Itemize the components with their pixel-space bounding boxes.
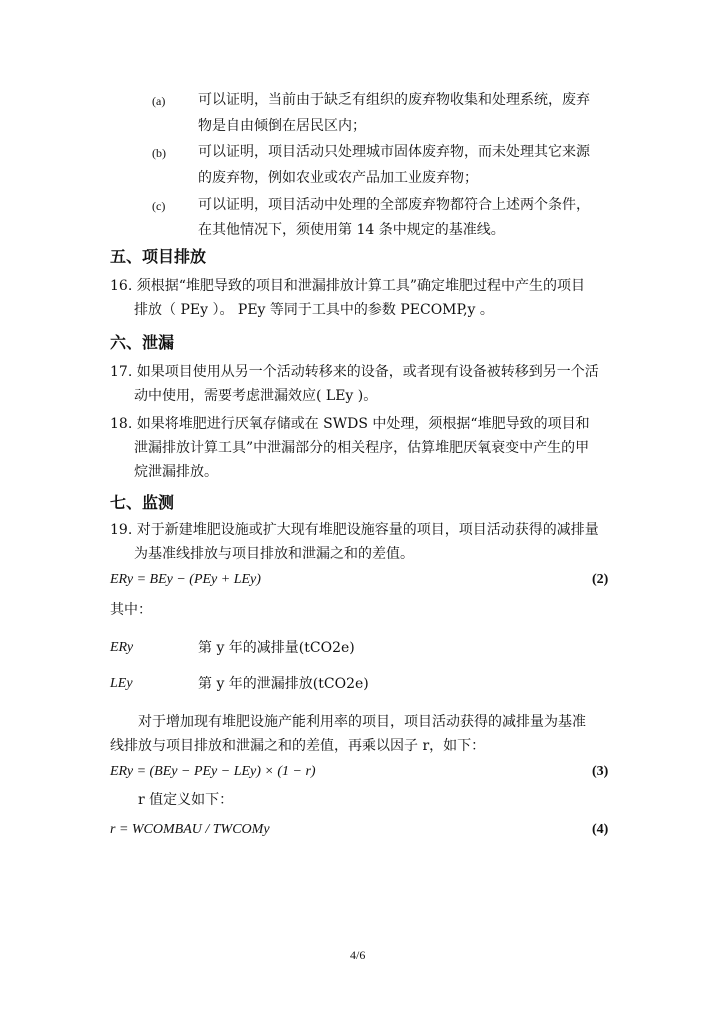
- equation-4-number: (4): [592, 822, 609, 837]
- where-label: 其中：: [110, 602, 152, 618]
- condition-c-line1: 可以证明，项目活动中处理的全部废弃物都符合上述两个条件，: [198, 197, 590, 213]
- equation-4: r = WCOMBAU / TWCOMy: [110, 822, 270, 837]
- p18-line2: 泄漏排放计算工具”中泄漏部分的相关程序，估算堆肥厌氧衰变中产生的甲: [134, 440, 590, 456]
- def-er-text: 第 y 年的减排量(tCO2e): [198, 640, 355, 656]
- def-le-text: 第 y 年的泄漏排放(tCO2e): [198, 676, 369, 692]
- page-number: 4/6: [350, 948, 366, 962]
- condition-a-line1: 可以证明，当前由于缺乏有组织的废弃物收集和处理系统，废弃: [198, 92, 590, 108]
- p19-line1: 19. 对于新建堆肥设施或扩大现有堆肥设施容量的项目，项目活动获得的减排量: [110, 522, 599, 538]
- equation-2: ERy = BEy − (PEy + LEy): [110, 572, 261, 587]
- p16-line2: 排放（ PEy ）。 PEy 等同于工具中的参数 PECOMP,y 。: [134, 302, 494, 318]
- condition-c-label: (c): [152, 199, 166, 213]
- condition-b-line2: 的废弃物，例如农业或农产品加工业废弃物；: [198, 170, 478, 186]
- section7-heading: 七、监测: [110, 493, 175, 512]
- p-extra-line2: 线排放与项目排放和泄漏之和的差值，再乘以因子 r，如下：: [110, 738, 486, 754]
- p16-line1: 16. 须根据“堆肥导致的项目和泄漏排放计算工具”确定堆肥过程中产生的项目: [110, 278, 586, 294]
- condition-b-label: (b): [152, 146, 166, 160]
- equation-2-number: (2): [592, 572, 609, 587]
- def-er-symbol: ERy: [110, 640, 134, 655]
- section5-heading: 五、项目排放: [110, 247, 207, 266]
- condition-c-line2: 在其他情况下，须使用第 14 条中规定的基准线。: [198, 222, 505, 238]
- condition-b-line1: 可以证明，项目活动只处理城市固体废弃物，而未处理其它来源: [198, 144, 590, 160]
- section6-heading: 六、泄漏: [110, 333, 175, 352]
- r-definition-intro: r 值定义如下：: [138, 792, 234, 808]
- p18-line1: 18. 如果将堆肥进行厌氧存储或在 SWDS 中处理，须根据“堆肥导致的项目和: [110, 416, 590, 432]
- condition-a-line2: 物是自由倾倒在居民区内；: [198, 118, 366, 134]
- def-le-symbol: LEy: [110, 676, 133, 691]
- condition-a-label: (a): [152, 94, 166, 108]
- p18-line3: 烷泄漏排放。: [134, 464, 218, 480]
- p-extra-line1: 对于增加现有堆肥设施产能利用率的项目，项目活动获得的减排量为基准: [138, 714, 586, 730]
- equation-3-number: (3): [592, 764, 609, 779]
- p19-line2: 为基准线排放与项目排放和泄漏之和的差值。: [134, 546, 414, 562]
- p17-line1: 17. 如果项目使用从另一个活动转移来的设备，或者现有设备被转移到另一个活: [110, 364, 599, 380]
- equation-3: ERy = (BEy − PEy − LEy) × (1 − r): [110, 764, 316, 779]
- p17-line2: 动中使用，需要考虑泄漏效应( LEy )。: [134, 388, 378, 404]
